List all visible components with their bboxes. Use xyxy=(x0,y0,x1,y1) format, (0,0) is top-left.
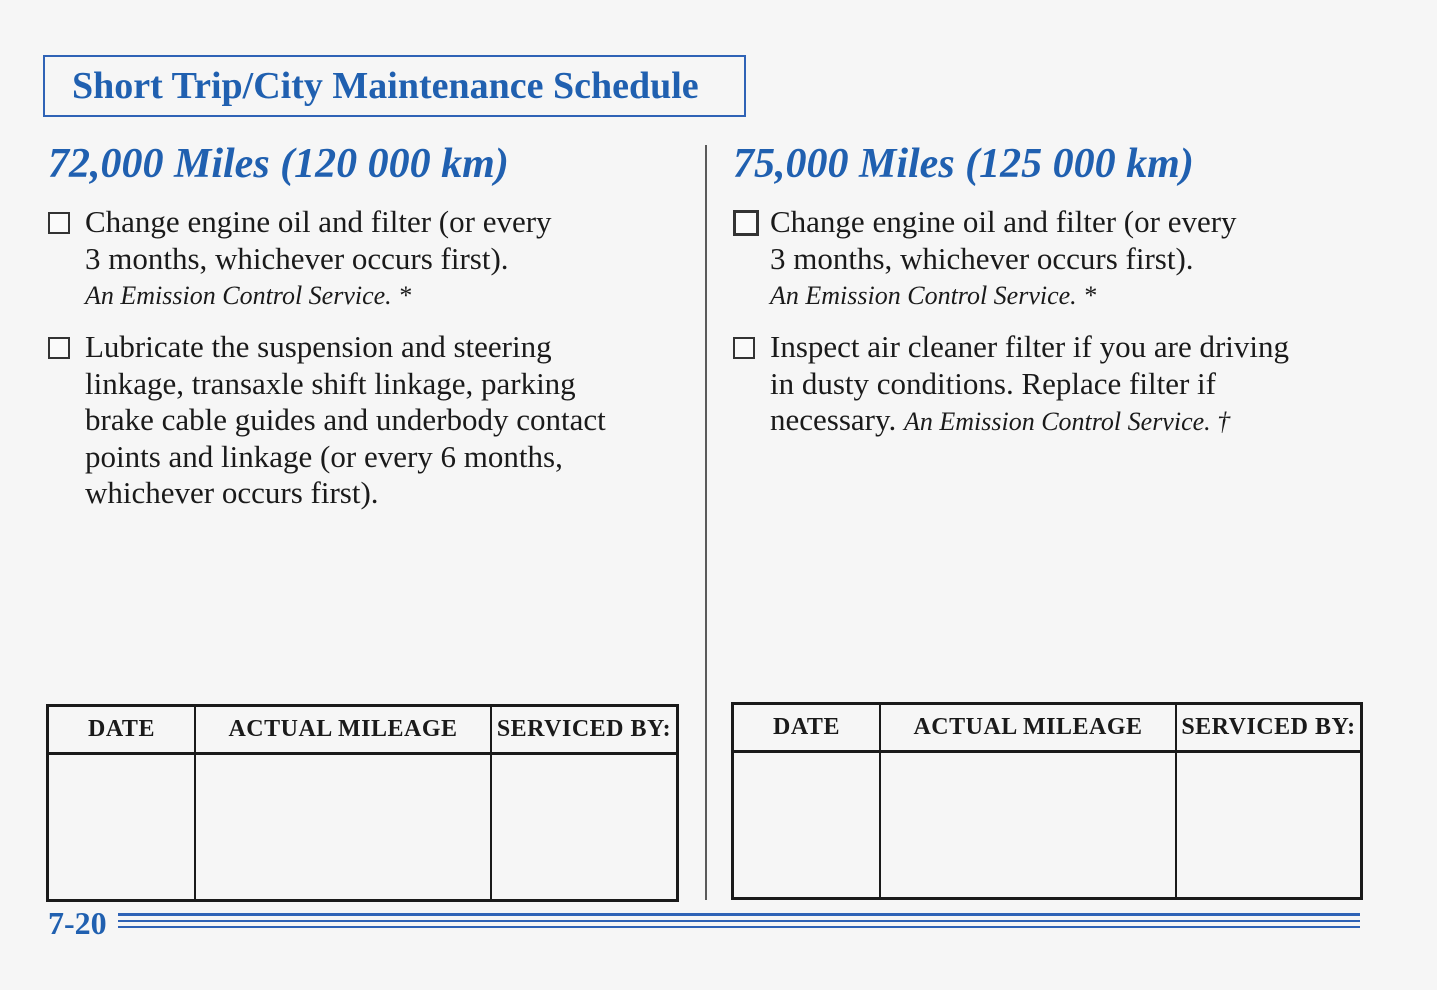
item-text xyxy=(770,329,1289,441)
item-text xyxy=(85,329,606,512)
item-line: Change engine oil and filter (or every xyxy=(85,204,552,239)
item-line: 3 months, whichever occurs first). xyxy=(85,240,509,276)
right-item-air-filter xyxy=(733,329,1373,441)
item-line: points and linkage (or every 6 months, xyxy=(85,438,563,474)
serviced-by-cell[interactable] xyxy=(492,755,676,899)
emission-note: An Emission Control Service. * xyxy=(770,281,1097,310)
date-cell[interactable] xyxy=(49,755,196,899)
right-item-oil xyxy=(733,204,1373,315)
left-item-lubricate xyxy=(48,329,688,512)
right-service-log-table xyxy=(731,702,1363,900)
item-line: whichever occurs first). xyxy=(85,475,379,510)
item-line: Change engine oil and filter (or every xyxy=(770,204,1237,239)
mileage-header: ACTUAL MILEAGE xyxy=(881,705,1177,753)
footer-rule xyxy=(118,926,1360,928)
date-header: DATE xyxy=(734,705,881,753)
mileage-header: ACTUAL MILEAGE xyxy=(196,707,492,755)
checkbox[interactable] xyxy=(733,337,755,359)
item-line: necessary. xyxy=(770,402,897,437)
footer-rule xyxy=(118,920,1360,922)
emission-note: An Emission Control Service. † xyxy=(903,407,1231,436)
serviced-by-header: SERVICED BY: xyxy=(1177,705,1360,753)
left-item-oil xyxy=(48,204,688,315)
item-line: in dusty conditions. Replace filter if xyxy=(770,365,1216,401)
page-number: 7-20 xyxy=(48,905,107,941)
left-heading: 72,000 Miles (120 000 km) xyxy=(48,141,509,187)
item-line: brake cable guides and underbody contact xyxy=(85,402,606,437)
footer-rule xyxy=(118,913,1360,916)
mileage-cell[interactable] xyxy=(196,755,492,899)
right-heading: 75,000 Miles (125 000 km) xyxy=(733,141,1194,187)
left-column xyxy=(48,138,688,526)
item-line: Inspect air cleaner filter if you are driving xyxy=(770,329,1290,364)
date-cell[interactable] xyxy=(734,753,881,897)
emission-note: An Emission Control Service. * xyxy=(85,281,412,310)
serviced-by-header: SERVICED BY: xyxy=(492,707,676,755)
left-service-log-table xyxy=(46,704,679,902)
mileage-cell[interactable] xyxy=(881,753,1177,897)
serviced-by-cell[interactable] xyxy=(1177,753,1360,897)
date-header: DATE xyxy=(49,707,196,755)
schedule-title: Short Trip/City Maintenance Schedule xyxy=(72,65,699,107)
item-text xyxy=(85,204,552,315)
checkbox[interactable] xyxy=(733,210,759,236)
item-line: linkage, transaxle shift linkage, parking xyxy=(85,365,576,401)
schedule-title-box xyxy=(43,55,746,117)
column-divider xyxy=(705,145,707,900)
checkbox[interactable] xyxy=(48,212,70,234)
item-line: Lubricate the suspension and steering xyxy=(85,329,552,364)
item-text xyxy=(770,204,1237,315)
checkbox[interactable] xyxy=(48,337,70,359)
item-line: 3 months, whichever occurs first). xyxy=(770,240,1194,276)
right-column xyxy=(733,138,1373,455)
